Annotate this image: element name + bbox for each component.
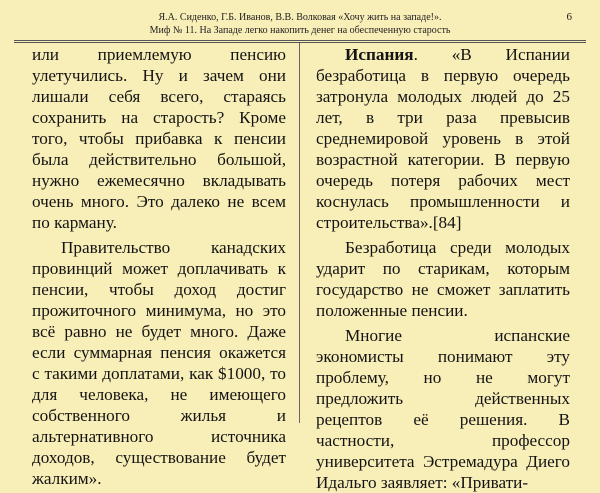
right-paragraph-1-text: . «В Испании безработица в первую очередь затронула молодых людей до 25 лет, в три раза превысив среднемировой уровень в этой возрастной категории. В первую очередь потеря рабочих мест коснулась промышленности и строительства».[84] <box>316 45 570 232</box>
header-chapter-title: Миф № 11. На Западе легко накопить денег на обеспеченную старость <box>149 24 451 36</box>
left-column <box>32 44 286 489</box>
running-header <box>0 12 600 37</box>
section-heading-spain: Испания <box>345 45 414 64</box>
right-column <box>316 44 570 493</box>
header-rule-bottom <box>14 42 586 43</box>
left-paragraph-2: Правительство канадских провинций может доплачивать к пенсии, чтобы доход достиг прожиточного минимума, но это всё равно не будет много. Даже если суммарная пенсия окажется с такими доплатами, как $1000, то для человека, не имеющего собственного жилья и альтернативного источника доходов, существование будет жалким». <box>32 238 286 488</box>
right-paragraph-1 <box>316 44 570 233</box>
page-number: 6 <box>566 11 572 23</box>
right-paragraph-3: Многие испанские экономисты понимают эту проблему, но не могут предложить действенных рецептов её решения. В частности, профессор университета Эстремадура Диего Идальго заявляет: «Привати- <box>316 326 570 492</box>
column-divider <box>299 43 300 423</box>
right-paragraph-2: Безработица среди молодых ударит по старикам, которым государство не сможет заплатить положенные пенсии. <box>316 238 570 320</box>
header-authors-title: Я.А. Сиденко, Г.Б. Иванов, В.В. Волковая «Хочу жить на западе!». <box>158 12 442 23</box>
left-paragraph-1: или приемлемую пенсию улетучились. Ну и зачем они лишали себя всего, стараясь сохранить на старость? Кроме того, чтобы прибавка к пенсии была действительно большой, нужно ежемесячно вкладывать очень много. Это далеко не всем по карману. <box>32 45 286 232</box>
header-rule-top <box>14 40 586 41</box>
